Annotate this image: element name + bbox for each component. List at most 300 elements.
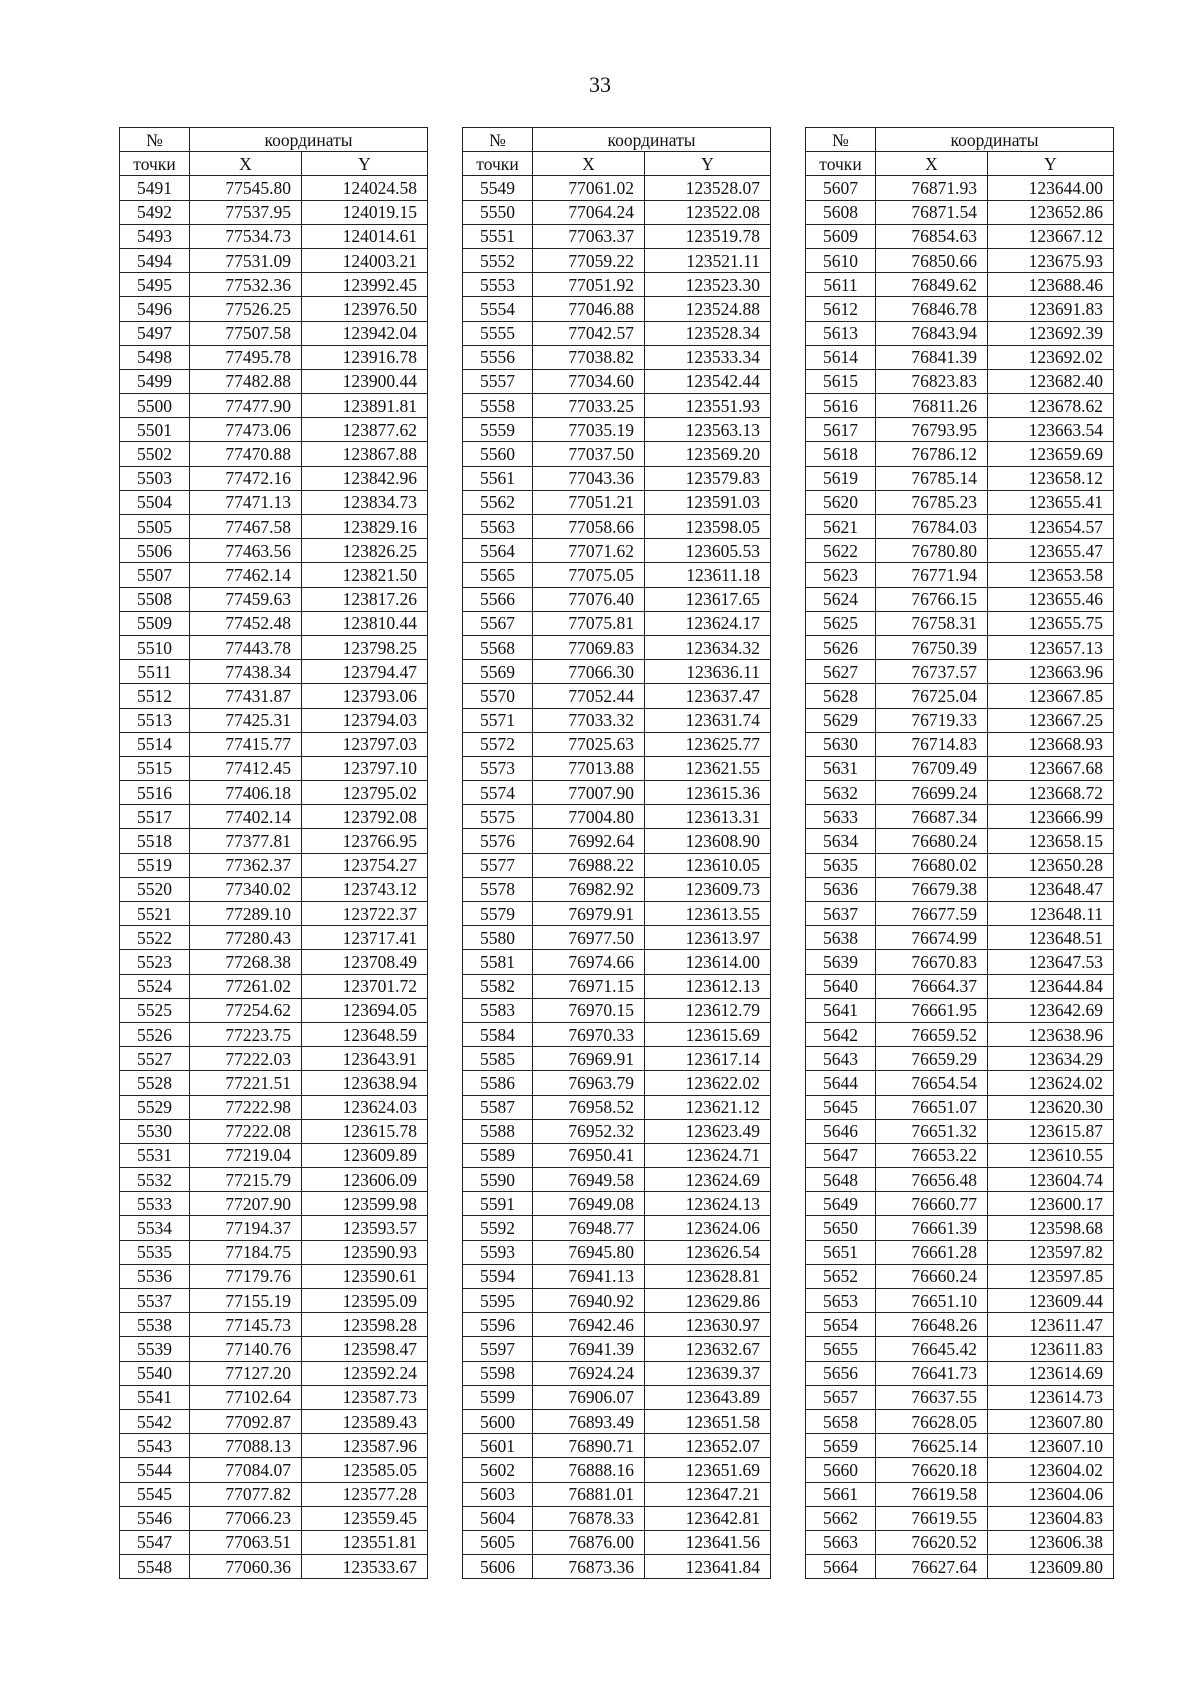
x-coordinate-cell: 77033.32: [533, 708, 645, 732]
table-row: [463, 1361, 771, 1385]
table-row: [806, 708, 1114, 732]
x-coordinate-cell: 76843.94: [876, 321, 988, 345]
y-coordinate-cell: 123615.87: [988, 1119, 1114, 1143]
table-row: [120, 1022, 428, 1046]
table-row: [463, 418, 771, 442]
point-number-cell: 5645: [806, 1095, 876, 1119]
x-coordinate-cell: 77043.36: [533, 466, 645, 490]
y-coordinate-cell: 123663.54: [988, 418, 1114, 442]
y-coordinate-cell: 123569.20: [645, 442, 771, 466]
point-number-cell: 5656: [806, 1361, 876, 1385]
point-number-cell: 5628: [806, 684, 876, 708]
x-coordinate-cell: 77033.25: [533, 394, 645, 418]
point-number-cell: 5621: [806, 515, 876, 539]
y-coordinate-cell: 123652.86: [988, 200, 1114, 224]
point-number-cell: 5553: [463, 273, 533, 297]
x-coordinate-cell: 76660.24: [876, 1264, 988, 1288]
x-coordinate-cell: 77061.02: [533, 176, 645, 200]
y-coordinate-cell: 123826.25: [302, 539, 428, 563]
x-coordinate-cell: 77443.78: [190, 635, 302, 659]
table-row: [806, 297, 1114, 321]
point-number-cell: 5596: [463, 1313, 533, 1337]
point-number-cell: 5504: [120, 490, 190, 514]
x-coordinate-cell: 77140.76: [190, 1337, 302, 1361]
point-number-cell: 5649: [806, 1192, 876, 1216]
table-row: [120, 563, 428, 587]
table-row: [120, 1047, 428, 1071]
y-coordinate-cell: 123621.12: [645, 1095, 771, 1119]
y-coordinate-cell: 123624.06: [645, 1216, 771, 1240]
y-coordinate-cell: 123611.18: [645, 563, 771, 587]
y-coordinate-cell: 123792.08: [302, 805, 428, 829]
x-coordinate-cell: 76846.78: [876, 297, 988, 321]
y-coordinate-cell: 123682.40: [988, 369, 1114, 393]
y-coordinate-cell: 123634.29: [988, 1047, 1114, 1071]
y-coordinate-cell: 123658.15: [988, 829, 1114, 853]
y-coordinate-cell: 123877.62: [302, 418, 428, 442]
point-number-cell: 5514: [120, 732, 190, 756]
table-row: [806, 273, 1114, 297]
table-row: [120, 1385, 428, 1409]
table-row: [120, 466, 428, 490]
table-row: [806, 1047, 1114, 1071]
y-coordinate-cell: 123668.93: [988, 732, 1114, 756]
point-number-cell: 5623: [806, 563, 876, 587]
y-coordinate-cell: 123655.47: [988, 539, 1114, 563]
point-number-cell: 5624: [806, 587, 876, 611]
table-row: [463, 998, 771, 1022]
point-number-cell: 5511: [120, 660, 190, 684]
y-coordinate-cell: 123842.96: [302, 466, 428, 490]
point-number-cell: 5544: [120, 1458, 190, 1482]
point-number-cell: 5599: [463, 1385, 533, 1409]
point-number-cell: 5630: [806, 732, 876, 756]
point-number-cell: 5538: [120, 1313, 190, 1337]
y-coordinate-cell: 123604.83: [988, 1506, 1114, 1530]
y-coordinate-cell: 123613.31: [645, 805, 771, 829]
point-number-cell: 5510: [120, 635, 190, 659]
point-number-cell: 5578: [463, 877, 533, 901]
x-coordinate-cell: 77088.13: [190, 1434, 302, 1458]
table-row: [806, 587, 1114, 611]
y-coordinate-cell: 123524.88: [645, 297, 771, 321]
table-row: [120, 829, 428, 853]
table-row: [806, 635, 1114, 659]
x-coordinate-cell: 76786.12: [876, 442, 988, 466]
point-number-cell: 5609: [806, 224, 876, 248]
table-row: [120, 1361, 428, 1385]
table-row: [806, 926, 1114, 950]
page-number: 33: [589, 72, 611, 97]
table-row: [463, 1119, 771, 1143]
table-row: [463, 1409, 771, 1433]
point-number-cell: 5500: [120, 394, 190, 418]
table-row: [806, 902, 1114, 926]
point-number-cell: 5493: [120, 224, 190, 248]
point-number-cell: 5594: [463, 1264, 533, 1288]
table-row: [806, 950, 1114, 974]
point-number-cell: 5542: [120, 1409, 190, 1433]
x-coordinate-cell: 77035.19: [533, 418, 645, 442]
x-coordinate-cell: 76677.59: [876, 902, 988, 926]
x-coordinate-cell: 76654.54: [876, 1071, 988, 1095]
x-coordinate-cell: 76637.55: [876, 1385, 988, 1409]
table-row: [806, 248, 1114, 272]
point-number-cell: 5614: [806, 345, 876, 369]
x-coordinate-cell: 76854.63: [876, 224, 988, 248]
point-number-cell: 5559: [463, 418, 533, 442]
point-number-cell: 5644: [806, 1071, 876, 1095]
x-coordinate-cell: 77268.38: [190, 950, 302, 974]
point-number-cell: 5505: [120, 515, 190, 539]
y-coordinate-cell: 123597.82: [988, 1240, 1114, 1264]
table-row: [120, 1289, 428, 1313]
table-row: [120, 176, 428, 200]
x-coordinate-cell: 76878.33: [533, 1506, 645, 1530]
point-number-cell: 5632: [806, 781, 876, 805]
point-number-cell: 5564: [463, 539, 533, 563]
x-coordinate-cell: 77034.60: [533, 369, 645, 393]
table-row: [120, 224, 428, 248]
x-coordinate-cell: 77545.80: [190, 176, 302, 200]
x-coordinate-cell: 77431.87: [190, 684, 302, 708]
table-row: [806, 224, 1114, 248]
x-coordinate-cell: 77066.23: [190, 1506, 302, 1530]
y-coordinate-cell: 123623.49: [645, 1119, 771, 1143]
header-x-label: X: [190, 152, 302, 176]
x-coordinate-cell: 77467.58: [190, 515, 302, 539]
table-row: [806, 1555, 1114, 1579]
table-row: [806, 345, 1114, 369]
table-row: [806, 490, 1114, 514]
table-row: [120, 539, 428, 563]
x-coordinate-cell: 77194.37: [190, 1216, 302, 1240]
y-coordinate-cell: 123599.98: [302, 1192, 428, 1216]
table-row: [463, 926, 771, 950]
point-number-cell: 5663: [806, 1530, 876, 1554]
y-coordinate-cell: 123579.83: [645, 466, 771, 490]
y-coordinate-cell: 123810.44: [302, 611, 428, 635]
point-number-cell: 5589: [463, 1143, 533, 1167]
x-coordinate-cell: 76641.73: [876, 1361, 988, 1385]
y-coordinate-cell: 123647.21: [645, 1482, 771, 1506]
point-number-cell: 5646: [806, 1119, 876, 1143]
x-coordinate-cell: 76942.46: [533, 1313, 645, 1337]
y-coordinate-cell: 123523.30: [645, 273, 771, 297]
y-coordinate-cell: 123542.44: [645, 369, 771, 393]
x-coordinate-cell: 76687.34: [876, 805, 988, 829]
point-number-cell: 5577: [463, 853, 533, 877]
y-coordinate-cell: 123590.61: [302, 1264, 428, 1288]
table-row: [463, 1555, 771, 1579]
y-coordinate-cell: 123624.13: [645, 1192, 771, 1216]
y-coordinate-cell: 123659.69: [988, 442, 1114, 466]
x-coordinate-cell: 77531.09: [190, 248, 302, 272]
table-row: [463, 248, 771, 272]
x-coordinate-cell: 77004.80: [533, 805, 645, 829]
table-row: [120, 1409, 428, 1433]
x-coordinate-cell: 76653.22: [876, 1143, 988, 1167]
x-coordinate-cell: 77076.40: [533, 587, 645, 611]
point-number-cell: 5496: [120, 297, 190, 321]
x-coordinate-cell: 76941.13: [533, 1264, 645, 1288]
point-number-cell: 5536: [120, 1264, 190, 1288]
x-coordinate-cell: 77221.51: [190, 1071, 302, 1095]
y-coordinate-cell: 123598.47: [302, 1337, 428, 1361]
x-coordinate-cell: 76841.39: [876, 345, 988, 369]
x-coordinate-cell: 77066.30: [533, 660, 645, 684]
y-coordinate-cell: 123798.25: [302, 635, 428, 659]
point-number-cell: 5588: [463, 1119, 533, 1143]
point-number-cell: 5507: [120, 563, 190, 587]
x-coordinate-cell: 77223.75: [190, 1022, 302, 1046]
x-coordinate-cell: 77471.13: [190, 490, 302, 514]
x-coordinate-cell: 76737.57: [876, 660, 988, 684]
y-coordinate-cell: 123641.84: [645, 1555, 771, 1579]
y-coordinate-cell: 123834.73: [302, 490, 428, 514]
table-row: [806, 1361, 1114, 1385]
point-number-cell: 5497: [120, 321, 190, 345]
y-coordinate-cell: 123691.83: [988, 297, 1114, 321]
point-number-cell: 5650: [806, 1216, 876, 1240]
x-coordinate-cell: 76766.15: [876, 587, 988, 611]
y-coordinate-cell: 123650.28: [988, 853, 1114, 877]
table-row: [120, 926, 428, 950]
x-coordinate-cell: 76784.03: [876, 515, 988, 539]
header-y-label: Y: [302, 152, 428, 176]
y-coordinate-cell: 123615.69: [645, 1022, 771, 1046]
point-number-cell: 5545: [120, 1482, 190, 1506]
x-coordinate-cell: 77402.14: [190, 805, 302, 829]
y-coordinate-cell: 123528.07: [645, 176, 771, 200]
x-coordinate-cell: 76659.52: [876, 1022, 988, 1046]
y-coordinate-cell: 123629.86: [645, 1289, 771, 1313]
point-number-cell: 5550: [463, 200, 533, 224]
table-row: [806, 756, 1114, 780]
point-number-cell: 5615: [806, 369, 876, 393]
table-row: [806, 515, 1114, 539]
x-coordinate-cell: 76952.32: [533, 1119, 645, 1143]
point-number-cell: 5582: [463, 974, 533, 998]
x-coordinate-cell: 77222.03: [190, 1047, 302, 1071]
table-row: [463, 224, 771, 248]
point-number-cell: 5526: [120, 1022, 190, 1046]
point-number-cell: 5518: [120, 829, 190, 853]
table-row: [806, 1240, 1114, 1264]
table-row: [806, 442, 1114, 466]
table-row: [806, 1071, 1114, 1095]
table-row: [120, 442, 428, 466]
table-row: [463, 756, 771, 780]
point-number-cell: 5581: [463, 950, 533, 974]
point-number-cell: 5572: [463, 732, 533, 756]
y-coordinate-cell: 123817.26: [302, 587, 428, 611]
y-coordinate-cell: 123528.34: [645, 321, 771, 345]
point-number-cell: 5521: [120, 902, 190, 926]
y-coordinate-cell: 123610.55: [988, 1143, 1114, 1167]
table-row: [463, 1143, 771, 1167]
x-coordinate-cell: 76945.80: [533, 1240, 645, 1264]
table-row: [120, 1168, 428, 1192]
table-row: [463, 1047, 771, 1071]
y-coordinate-cell: 123651.69: [645, 1458, 771, 1482]
x-coordinate-cell: 76648.26: [876, 1313, 988, 1337]
y-coordinate-cell: 123743.12: [302, 877, 428, 901]
table-row: [463, 1289, 771, 1313]
y-coordinate-cell: 123688.46: [988, 273, 1114, 297]
x-coordinate-cell: 76679.38: [876, 877, 988, 901]
point-number-cell: 5605: [463, 1530, 533, 1554]
x-coordinate-cell: 76660.77: [876, 1192, 988, 1216]
point-number-cell: 5561: [463, 466, 533, 490]
point-number-cell: 5517: [120, 805, 190, 829]
point-number-cell: 5629: [806, 708, 876, 732]
table-row: [463, 1506, 771, 1530]
y-coordinate-cell: 123598.05: [645, 515, 771, 539]
header-point-label: точки: [806, 152, 876, 176]
table-row: [120, 248, 428, 272]
point-number-cell: 5555: [463, 321, 533, 345]
table-row: [806, 466, 1114, 490]
y-coordinate-cell: 123797.03: [302, 732, 428, 756]
x-coordinate-cell: 76881.01: [533, 1482, 645, 1506]
point-number-cell: 5513: [120, 708, 190, 732]
point-number-cell: 5627: [806, 660, 876, 684]
y-coordinate-cell: 123613.55: [645, 902, 771, 926]
x-coordinate-cell: 77340.02: [190, 877, 302, 901]
x-coordinate-cell: 77092.87: [190, 1409, 302, 1433]
point-number-cell: 5600: [463, 1409, 533, 1433]
point-number-cell: 5552: [463, 248, 533, 272]
table-row: [806, 369, 1114, 393]
table-row: [463, 611, 771, 635]
y-coordinate-cell: 123643.91: [302, 1047, 428, 1071]
table-row: [463, 539, 771, 563]
point-number-cell: 5492: [120, 200, 190, 224]
table-row: [463, 950, 771, 974]
point-number-cell: 5525: [120, 998, 190, 1022]
point-number-cell: 5618: [806, 442, 876, 466]
point-number-cell: 5549: [463, 176, 533, 200]
point-number-cell: 5591: [463, 1192, 533, 1216]
coordinates-table-1: [119, 127, 428, 1579]
y-coordinate-cell: 123648.47: [988, 877, 1114, 901]
x-coordinate-cell: 77060.36: [190, 1555, 302, 1579]
y-coordinate-cell: 123626.54: [645, 1240, 771, 1264]
y-coordinate-cell: 123612.13: [645, 974, 771, 998]
point-number-cell: 5619: [806, 466, 876, 490]
x-coordinate-cell: 76651.10: [876, 1289, 988, 1313]
table-row: [463, 321, 771, 345]
y-coordinate-cell: 123521.11: [645, 248, 771, 272]
point-number-cell: 5636: [806, 877, 876, 901]
table-row: [463, 902, 771, 926]
x-coordinate-cell: 77184.75: [190, 1240, 302, 1264]
point-number-cell: 5557: [463, 369, 533, 393]
point-number-cell: 5622: [806, 539, 876, 563]
x-coordinate-cell: 76948.77: [533, 1216, 645, 1240]
x-coordinate-cell: 76970.15: [533, 998, 645, 1022]
x-coordinate-cell: 76871.93: [876, 176, 988, 200]
point-number-cell: 5587: [463, 1095, 533, 1119]
table-row: [806, 781, 1114, 805]
table-row: [120, 1143, 428, 1167]
y-coordinate-cell: 123667.25: [988, 708, 1114, 732]
y-coordinate-cell: 123606.09: [302, 1168, 428, 1192]
x-coordinate-cell: 76979.91: [533, 902, 645, 926]
x-coordinate-cell: 76651.07: [876, 1095, 988, 1119]
y-coordinate-cell: 123708.49: [302, 950, 428, 974]
y-coordinate-cell: 123609.80: [988, 1555, 1114, 1579]
point-number-cell: 5657: [806, 1385, 876, 1409]
x-coordinate-cell: 76785.23: [876, 490, 988, 514]
point-number-cell: 5653: [806, 1289, 876, 1313]
x-coordinate-cell: 76971.15: [533, 974, 645, 998]
table-row: [806, 1458, 1114, 1482]
x-coordinate-cell: 77412.45: [190, 756, 302, 780]
y-coordinate-cell: 124014.61: [302, 224, 428, 248]
y-coordinate-cell: 123559.45: [302, 1506, 428, 1530]
point-number-cell: 5654: [806, 1313, 876, 1337]
table-row: [120, 321, 428, 345]
table-row: [463, 974, 771, 998]
header-coordinates-label: координаты: [876, 128, 1114, 152]
table-row: [806, 176, 1114, 200]
point-number-cell: 5601: [463, 1434, 533, 1458]
point-number-cell: 5568: [463, 635, 533, 659]
x-coordinate-cell: 76890.71: [533, 1434, 645, 1458]
point-number-cell: 5574: [463, 781, 533, 805]
y-coordinate-cell: 123615.36: [645, 781, 771, 805]
x-coordinate-cell: 77007.90: [533, 781, 645, 805]
table-row: [463, 1482, 771, 1506]
table-row: [120, 756, 428, 780]
table-row: [463, 1168, 771, 1192]
point-number-cell: 5532: [120, 1168, 190, 1192]
table-row: [806, 1434, 1114, 1458]
x-coordinate-cell: 77470.88: [190, 442, 302, 466]
x-coordinate-cell: 77145.73: [190, 1313, 302, 1337]
table-row: [806, 611, 1114, 635]
y-coordinate-cell: 123605.53: [645, 539, 771, 563]
x-coordinate-cell: 77463.56: [190, 539, 302, 563]
x-coordinate-cell: 77037.50: [533, 442, 645, 466]
table-row: [806, 732, 1114, 756]
y-coordinate-cell: 123631.74: [645, 708, 771, 732]
point-number-cell: 5639: [806, 950, 876, 974]
table-row: [463, 708, 771, 732]
point-number-cell: 5543: [120, 1434, 190, 1458]
y-coordinate-cell: 123754.27: [302, 853, 428, 877]
point-number-cell: 5634: [806, 829, 876, 853]
x-coordinate-cell: 76661.39: [876, 1216, 988, 1240]
x-coordinate-cell: 77534.73: [190, 224, 302, 248]
table-row: [120, 1264, 428, 1288]
point-number-cell: 5529: [120, 1095, 190, 1119]
table-row: [120, 297, 428, 321]
x-coordinate-cell: 76628.05: [876, 1409, 988, 1433]
y-coordinate-cell: 123694.05: [302, 998, 428, 1022]
table-row: [463, 442, 771, 466]
table-row: [463, 660, 771, 684]
x-coordinate-cell: 77038.82: [533, 345, 645, 369]
point-number-cell: 5617: [806, 418, 876, 442]
y-coordinate-cell: 123663.96: [988, 660, 1114, 684]
x-coordinate-cell: 76888.16: [533, 1458, 645, 1482]
y-coordinate-cell: 123797.10: [302, 756, 428, 780]
x-coordinate-cell: 76982.92: [533, 877, 645, 901]
point-number-cell: 5503: [120, 466, 190, 490]
